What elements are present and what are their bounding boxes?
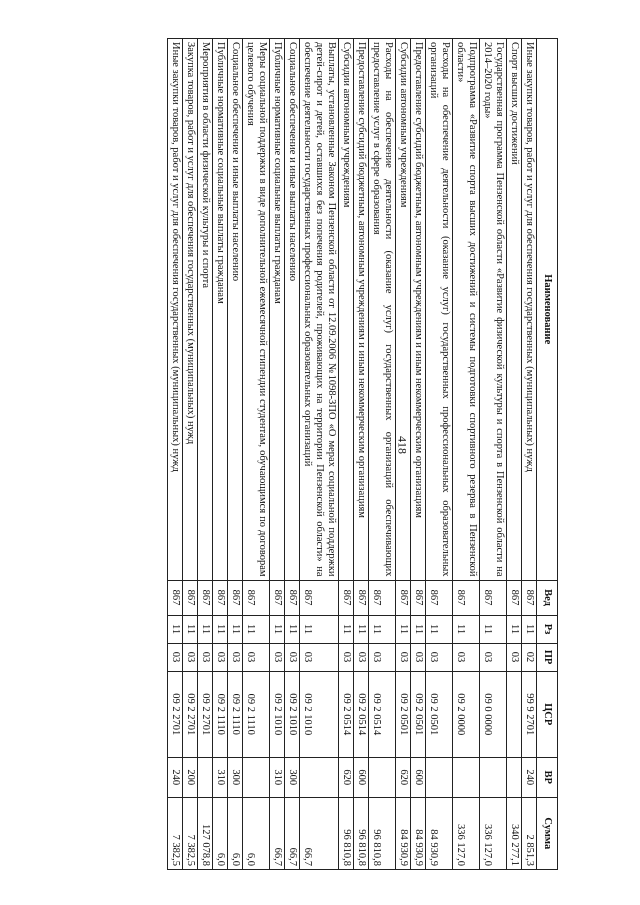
cell-ved: 867 <box>522 580 537 615</box>
cell-ved: 867 <box>183 580 198 615</box>
cell-name: Публичные нормативные социальные выплаты гражданам <box>270 39 285 581</box>
cell-sum: 96 810,8 <box>339 797 354 869</box>
table-row <box>507 39 522 870</box>
table-header-row <box>537 39 558 870</box>
header-csr: ЦСР <box>537 671 558 757</box>
cell-ved: 867 <box>213 580 228 615</box>
cell-name: Социальное обеспечение и иные выплаты населению <box>285 39 300 581</box>
cell-sum: 336 127,0 <box>453 797 480 869</box>
cell-sum: 66,7 <box>285 797 300 869</box>
cell-rz: 11 <box>396 615 411 643</box>
cell-name: Предоставление субсидий бюджетным, автономным учреждениям и иным некоммерческим организациям <box>411 39 426 581</box>
cell-rz: 11 <box>300 615 339 643</box>
cell-csr: 09 2 0514 <box>369 671 396 757</box>
cell-pr: 03 <box>213 643 228 671</box>
cell-vr: 240 <box>522 757 537 797</box>
cell-vr: 310 <box>270 757 285 797</box>
cell-name: Расходы на обеспечение деятельности (оказание услуг) государственных профессиональных образовательных организаций <box>426 39 453 581</box>
table-row <box>426 39 453 870</box>
cell-name: Закупка товаров, работ и услуг для обеспечения государственных (муниципальных) нужд <box>183 39 198 581</box>
cell-sum: 7 382,5 <box>183 797 198 869</box>
cell-name: Спорт высших достижений <box>507 39 522 581</box>
table-row <box>243 39 270 870</box>
cell-ved: 867 <box>426 580 453 615</box>
cell-csr: 09 2 0514 <box>339 671 354 757</box>
cell-name: Субсидии автономным учреждениям <box>339 39 354 581</box>
cell-vr: 600 <box>354 757 369 797</box>
table-row <box>522 39 537 870</box>
cell-sum: 336 127,0 <box>480 797 507 869</box>
cell-name: Мероприятия в области физической культуры и спорта <box>198 39 213 581</box>
cell-csr: 09 0 0000 <box>480 671 507 757</box>
cell-ved: 867 <box>228 580 243 615</box>
cell-ved: 867 <box>339 580 354 615</box>
cell-pr: 03 <box>198 643 213 671</box>
table-row <box>213 39 228 870</box>
cell-vr: 200 <box>183 757 198 797</box>
cell-sum: 84 930,9 <box>411 797 426 869</box>
cell-vr: 310 <box>213 757 228 797</box>
cell-rz: 11 <box>411 615 426 643</box>
cell-ved: 867 <box>285 580 300 615</box>
cell-rz: 11 <box>354 615 369 643</box>
header-rz: Рз <box>537 615 558 643</box>
cell-sum: 127 078,8 <box>198 797 213 869</box>
table-row <box>480 39 507 870</box>
cell-csr: 09 2 0501 <box>426 671 453 757</box>
cell-rz: 11 <box>198 615 213 643</box>
cell-name: Иные закупки товаров, работ и услуг для обеспечения государственных (муниципальных) нужд <box>168 39 183 581</box>
cell-vr: 620 <box>396 757 411 797</box>
table-row <box>228 39 243 870</box>
cell-ved: 867 <box>507 580 522 615</box>
cell-name: Меры социальной поддержки в виде дополнительной ежемесячной стипендии студентам, обучающимся по договорам целевого обучения <box>243 39 270 581</box>
cell-rz: 11 <box>522 615 537 643</box>
cell-csr: 09 2 2701 <box>198 671 213 757</box>
cell-name: Расходы на обеспечение деятельности (оказание услуг) государственных организаций обеспечивающих предоставление услуг в сфере образования <box>369 39 396 581</box>
table-row <box>168 39 183 870</box>
cell-name: Публичные нормативные социальные выплаты гражданам <box>213 39 228 581</box>
cell-pr: 03 <box>507 643 522 671</box>
cell-pr: 03 <box>453 643 480 671</box>
table-row <box>354 39 369 870</box>
cell-sum: 84 930,9 <box>396 797 411 869</box>
cell-name: Социальное обеспечение и иные выплаты населению <box>228 39 243 581</box>
table-row <box>453 39 480 870</box>
table-row <box>198 39 213 870</box>
cell-pr: 03 <box>270 643 285 671</box>
table-row <box>183 39 198 870</box>
header-sum: Сумма <box>537 797 558 869</box>
cell-ved: 867 <box>411 580 426 615</box>
cell-sum: 2 851,3 <box>522 797 537 869</box>
cell-pr: 03 <box>411 643 426 671</box>
cell-pr: 03 <box>228 643 243 671</box>
cell-csr: 09 2 0501 <box>411 671 426 757</box>
cell-vr: 300 <box>228 757 243 797</box>
cell-vr: 600 <box>411 757 426 797</box>
cell-sum: 66,7 <box>300 797 339 869</box>
table-row <box>396 39 411 870</box>
cell-rz: 11 <box>339 615 354 643</box>
cell-pr: 03 <box>168 643 183 671</box>
cell-ved: 867 <box>453 580 480 615</box>
cell-sum: 96 810,8 <box>369 797 396 869</box>
cell-pr: 03 <box>243 643 270 671</box>
cell-name: Подпрограмма «Развитие спорта высших достижений и системы подготовки спортивного резерва в Пензенской области» <box>453 39 480 581</box>
cell-ved: 867 <box>300 580 339 615</box>
cell-rz: 11 <box>426 615 453 643</box>
cell-csr: 99 9 2701 <box>522 671 537 757</box>
cell-csr: 09 2 1110 <box>213 671 228 757</box>
table-row <box>270 39 285 870</box>
cell-pr: 03 <box>300 643 339 671</box>
cell-csr: 09 2 1010 <box>285 671 300 757</box>
cell-csr: 09 2 2701 <box>183 671 198 757</box>
cell-pr: 03 <box>396 643 411 671</box>
cell-ved: 867 <box>354 580 369 615</box>
cell-vr <box>369 757 396 797</box>
cell-rz: 11 <box>285 615 300 643</box>
cell-csr: 09 2 1010 <box>300 671 339 757</box>
cell-name: Субсидии автономным учреждениям <box>396 39 411 581</box>
cell-pr: 02 <box>522 643 537 671</box>
cell-rz: 11 <box>270 615 285 643</box>
cell-vr <box>243 757 270 797</box>
cell-sum: 340 277,1 <box>507 797 522 869</box>
cell-rz: 11 <box>453 615 480 643</box>
cell-vr <box>480 757 507 797</box>
cell-vr: 240 <box>168 757 183 797</box>
cell-name: Предоставление субсидий бюджетным, автономным учреждениям и иным некоммерческим организациям <box>354 39 369 581</box>
table-row <box>369 39 396 870</box>
cell-pr: 03 <box>480 643 507 671</box>
cell-rz: 11 <box>507 615 522 643</box>
cell-pr: 03 <box>426 643 453 671</box>
cell-vr: 620 <box>339 757 354 797</box>
cell-name: Государственная программа Пензенской области «Развитие физической культуры и спорта в Пензенской области на 2014–2020 годы» <box>480 39 507 581</box>
cell-name: Иные закупки товаров, работ и услуг для обеспечения государственных (муниципальных) нужд <box>522 39 537 581</box>
table-row <box>300 39 339 870</box>
cell-pr: 03 <box>339 643 354 671</box>
cell-vr <box>300 757 339 797</box>
cell-sum: 66,7 <box>270 797 285 869</box>
cell-csr: 09 2 1010 <box>270 671 285 757</box>
cell-ved: 867 <box>369 580 396 615</box>
table-body <box>168 39 537 870</box>
cell-rz: 11 <box>228 615 243 643</box>
cell-sum: 7 382,5 <box>168 797 183 869</box>
table-row <box>285 39 300 870</box>
cell-rz: 11 <box>243 615 270 643</box>
cell-ved: 867 <box>168 580 183 615</box>
cell-ved: 867 <box>396 580 411 615</box>
cell-name: Выплаты, установленные Законом Пензенской области от 12.09.2006 №1098-ЗПО «О мерах социальной поддержки детей-сирот и детей, оставшихся без попечения родителей, проживающих на территории Пензенской области» на обеспечение деятельности государственных профессиональных образовательных организаций <box>300 39 339 581</box>
budget-table <box>167 38 558 870</box>
cell-sum: 6,0 <box>213 797 228 869</box>
header-pr: ПР <box>537 643 558 671</box>
cell-vr <box>198 757 213 797</box>
cell-rz: 11 <box>183 615 198 643</box>
cell-vr <box>453 757 480 797</box>
cell-pr: 03 <box>354 643 369 671</box>
header-name: Наименование <box>537 39 558 581</box>
cell-pr: 03 <box>285 643 300 671</box>
cell-sum: 96 810,8 <box>354 797 369 869</box>
cell-csr: 09 2 0514 <box>354 671 369 757</box>
cell-csr: 09 2 0000 <box>453 671 480 757</box>
cell-pr: 03 <box>183 643 198 671</box>
cell-ved: 867 <box>198 580 213 615</box>
cell-vr: 300 <box>285 757 300 797</box>
cell-vr <box>507 757 522 797</box>
table-row <box>411 39 426 870</box>
cell-rz: 11 <box>480 615 507 643</box>
page-number: 418 <box>395 436 410 454</box>
cell-rz: 11 <box>369 615 396 643</box>
cell-csr: 09 2 0501 <box>396 671 411 757</box>
header-vr: ВР <box>537 757 558 797</box>
cell-vr <box>426 757 453 797</box>
cell-csr: 09 2 1110 <box>228 671 243 757</box>
cell-ved: 867 <box>480 580 507 615</box>
cell-pr: 03 <box>369 643 396 671</box>
cell-sum: 6,0 <box>228 797 243 869</box>
cell-sum: 84 930,9 <box>426 797 453 869</box>
rotated-page-content <box>88 38 558 870</box>
cell-ved: 867 <box>243 580 270 615</box>
cell-rz: 11 <box>168 615 183 643</box>
cell-csr: 09 2 1110 <box>243 671 270 757</box>
table-row <box>339 39 354 870</box>
cell-ved: 867 <box>270 580 285 615</box>
cell-csr: 09 2 2701 <box>168 671 183 757</box>
cell-rz: 11 <box>213 615 228 643</box>
header-ved: Вед <box>537 580 558 615</box>
cell-csr <box>507 671 522 757</box>
cell-sum: 6,0 <box>243 797 270 869</box>
